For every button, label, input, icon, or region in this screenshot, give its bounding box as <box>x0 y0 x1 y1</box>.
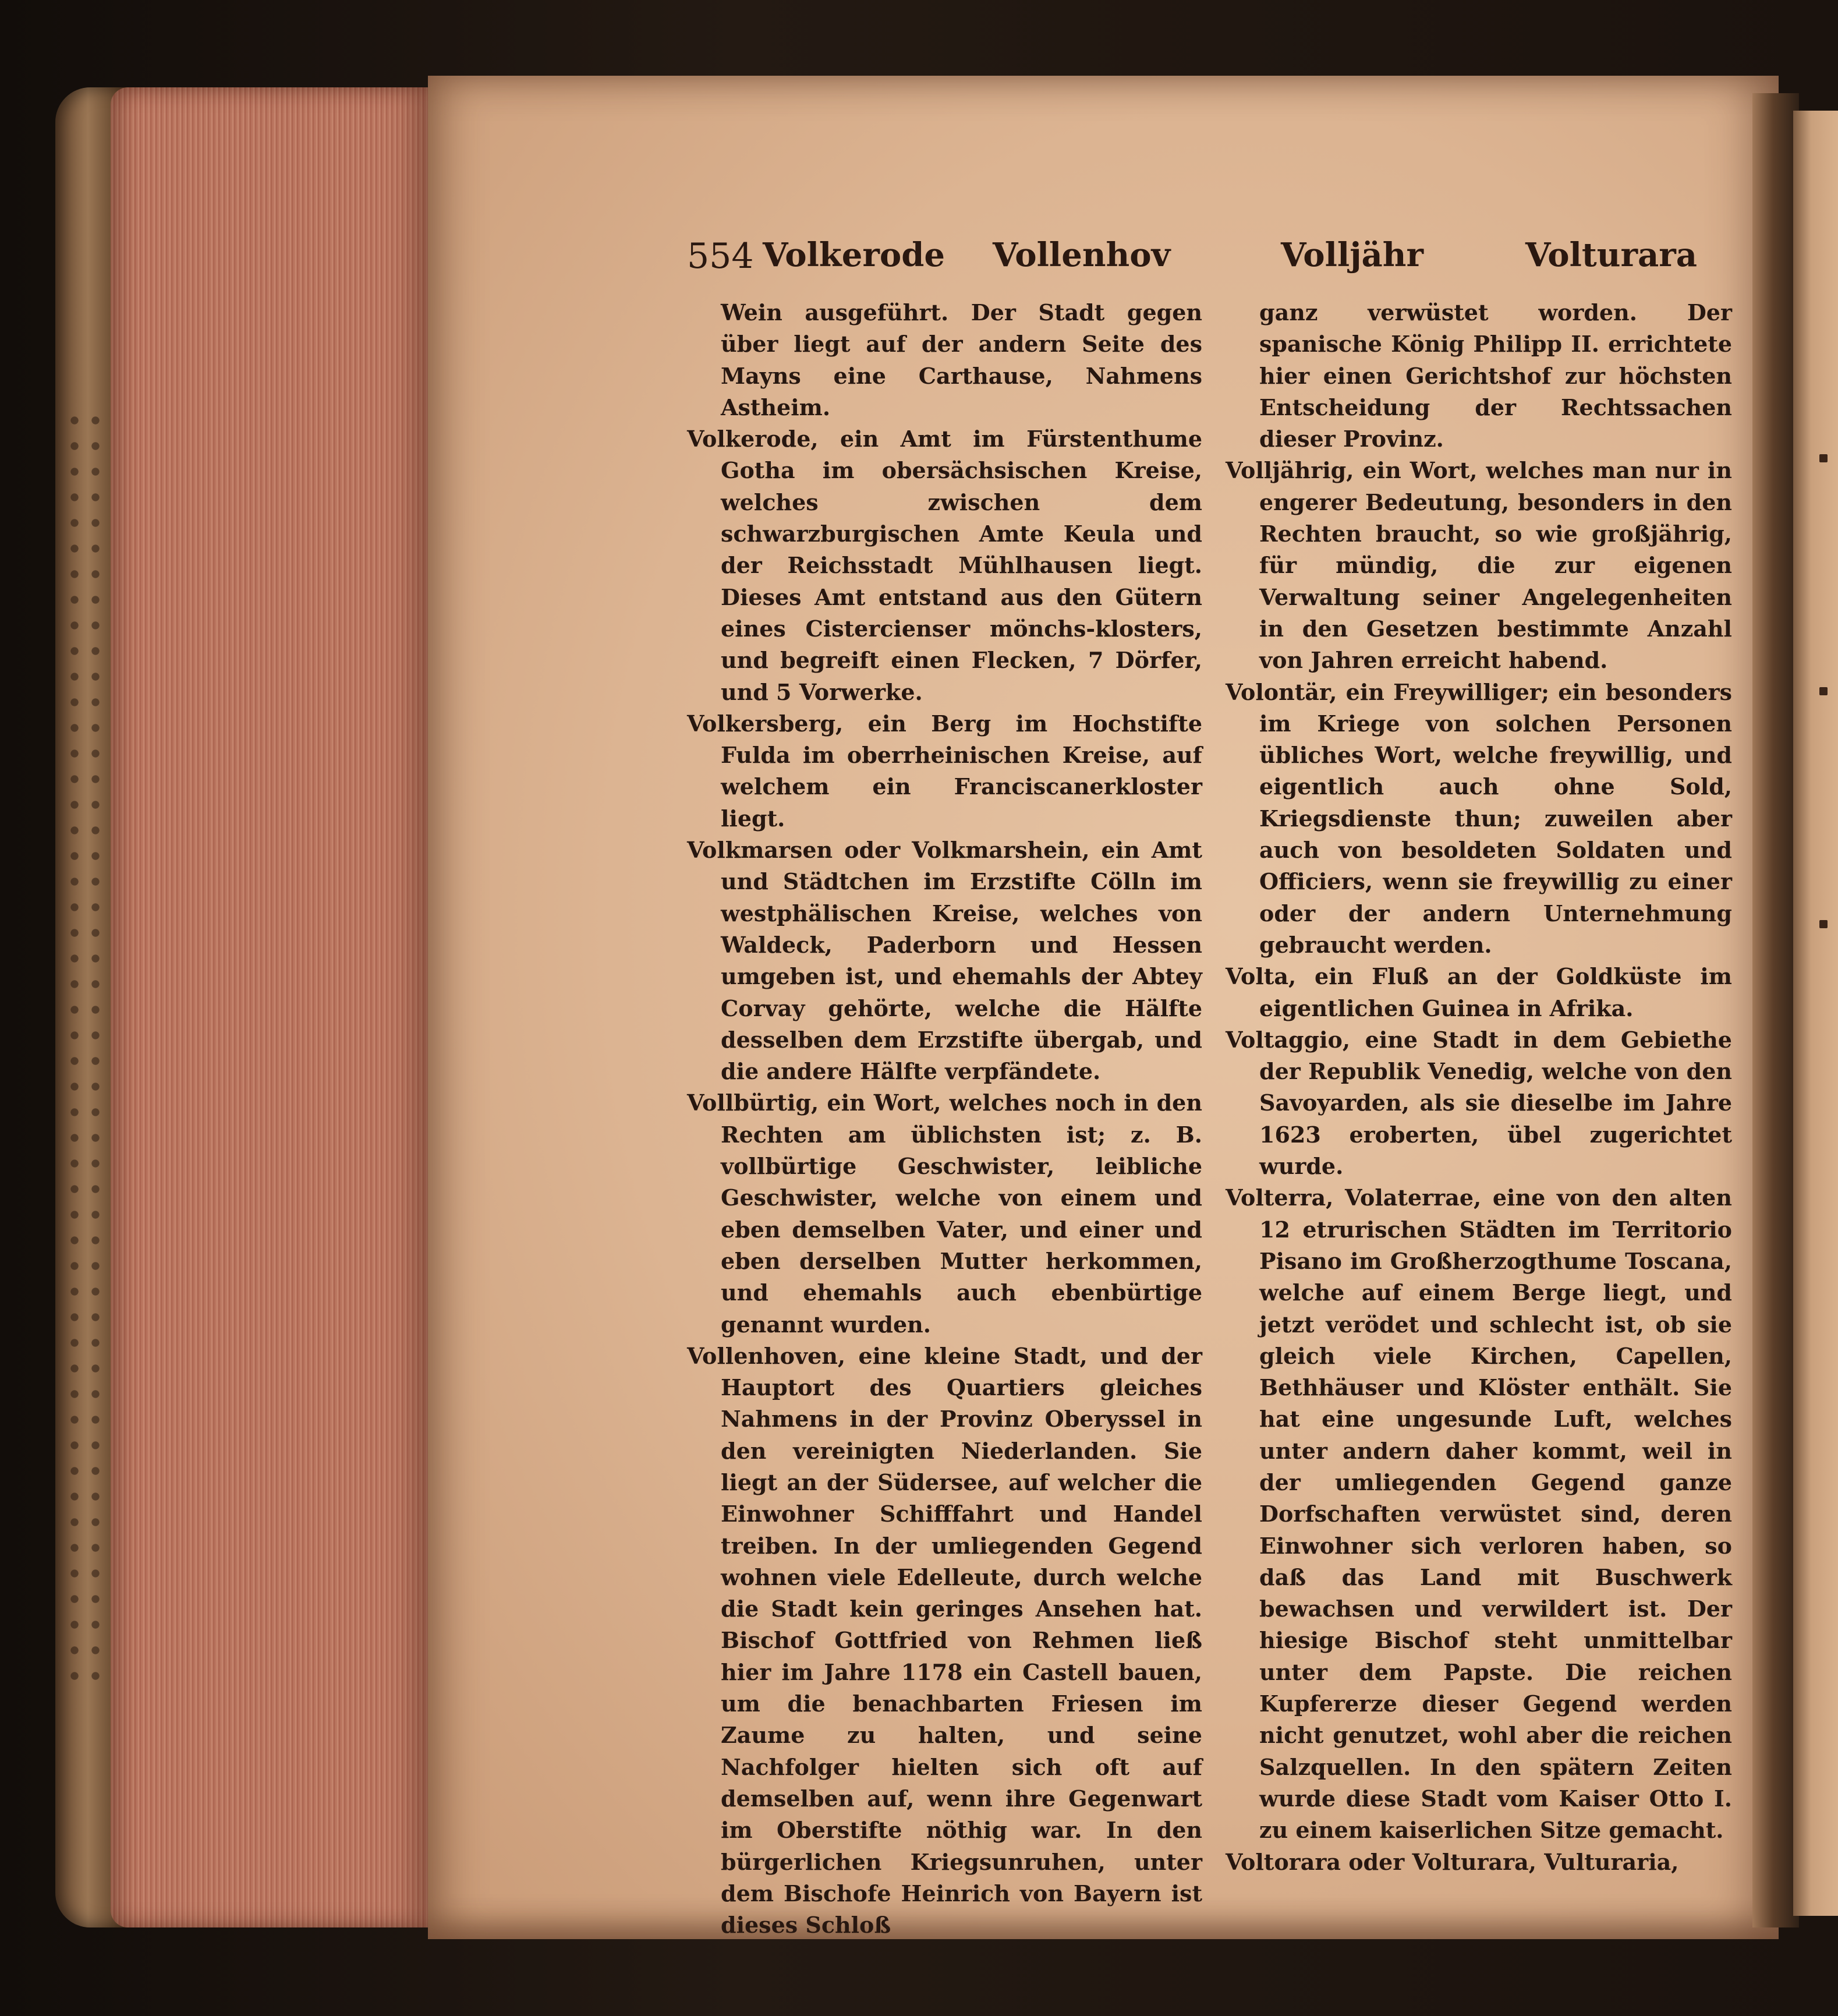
dictionary-entry: Voltaggio, eine Stadt in dem Gebiethe der Republik Venedig, welche von den Savoyarden, als sie dieselbe im Jahre 1623 eroberten, übel zugerichtet wurde. <box>1226 1026 1732 1180</box>
right-column <box>1226 297 1732 1878</box>
entry-headword: Volontär <box>1226 678 1330 705</box>
entry-headword: Volljährig <box>1226 457 1347 484</box>
dictionary-entry: Volkerode, ein Amt im Fürstenthume Gotha im obersächsischen Kreise, welches zwischen dem schwarzburgischen Amte Keula und der Reichsstadt Mühlhausen liegt. Dieses Amt entstand aus den Gütern eines Cistercienser mönchs-klosters, und begreift einen Flecken, 7 Dörfer, und 5 Vorwerke. <box>687 426 1202 705</box>
entry-headword: Volterra, Volaterrae <box>1226 1184 1474 1211</box>
facing-page-ink-mark <box>1819 454 1828 462</box>
dictionary-entry: Volljährig, ein Wort, welches man nur in engerer Bedeutung, besonders in den Rechten braucht, so wie großjährig, für mündig, die zur eigenen Verwaltung seiner Angelegenheiten in den Gesetzen bestimmte Anzahl von Jahren erreicht habend. <box>1226 457 1732 674</box>
book-gutter <box>1752 93 1799 1927</box>
page-block-edge <box>111 87 431 1927</box>
running-header <box>687 236 1698 282</box>
facing-page-ink-mark <box>1819 687 1828 695</box>
dictionary-entry: Wein ausgeführt. Der Stadt gegen über liegt auf der andern Seite des Mayns eine Carthause, Nahmens Astheim. <box>721 299 1202 420</box>
entry-headword: Vollbürtig <box>687 1090 811 1116</box>
dictionary-entry: Voltorara oder Volturara, Vulturaria, <box>1226 1848 1679 1875</box>
entry-headword: Vollenhoven <box>687 1342 838 1369</box>
entry-headword: Voltorara oder Volturara, Vulturaria <box>1226 1848 1671 1875</box>
dictionary-entry: ganz verwüstet worden. Der spanische König Philipp II. errichtete hier einen Gerichtshof zur höchsten Entscheidung der Rechtssachen dieser Provinz. <box>1259 299 1732 452</box>
dictionary-entry: Vollenhoven, eine kleine Stadt, und der Hauptort des Quartiers gleiches Nahmens in der Provinz Oberyssel in den vereinigten Niederlanden. Sie liegt an der Südersee, auf welcher die Einwohner Schifffahrt und Handel treiben. In der umliegenden Gegend wohnen viele Edelleute, durch welche die Stadt kein geringes Ansehen hat. Bischof Gottfried von Rehmen ließ hier im Jahre 1178 ein Castell bauen, um die benachbarten Friesen im Zaume zu halten, und seine Nachfolger hielten sich oft auf demselben auf, wenn ihre Gegenwart im Oberstifte nöthig war. In den bürgerlichen Kriegsunruhen, unter dem Bischofe Heinrich von Bayern ist dieses Schloß <box>687 1342 1202 1939</box>
dictionary-entry: Vollbürtig, ein Wort, welches noch in den Rechten am üblichsten ist; z. B. vollbürtige Geschwister, leibliche Geschwister, welche von einem und eben demselben Vater, und einer und eben derselben Mutter herkommen, und ehemahls auch ebenbürtige genannt wurden. <box>687 1090 1202 1338</box>
page-number: 554 <box>687 236 754 277</box>
dictionary-entry: Volta, ein Fluß an der Goldküste im eigentlichen Guinea in Afrika. <box>1226 963 1732 1021</box>
facing-page-edge <box>1793 111 1838 1916</box>
dictionary-entry: Volontär, ein Freywilliger; ein besonders im Kriege von solchen Personen übliches Wort, welche freywillig, und eigentlich auch ohne Sold, Kriegsdienste thun; zuweilen aber auch von besoldeten Soldaten und Officiers, wenn sie freywillig zu einer oder der andern Unternehmung gebraucht werden. <box>1226 678 1732 958</box>
entry-headword: Voltaggio <box>1226 1026 1343 1053</box>
dictionary-entry: Volkmarsen oder Volkmarshein, ein Amt und Städtchen im Erzstifte Cölln im westphälischen Kreise, welches von Waldeck, Paderborn und Hessen umgeben ist, und ehemahls der Abtey Corvay gehörte, welche die Hälfte desselben dem Erzstifte übergab, und die andere Hälfte verpfändete. <box>687 837 1202 1085</box>
dictionary-entry: Volkersberg, ein Berg im Hochstifte Fulda im oberrheinischen Kreise, auf welchem ein Franciscanerkloster liegt. <box>687 710 1202 832</box>
left-column <box>687 297 1202 1941</box>
running-head-2: Vollenhov <box>993 236 1171 274</box>
marbled-cover-pattern <box>64 408 116 1689</box>
entry-headword: Volkmarsen oder Volkmarshein <box>687 837 1082 864</box>
dictionary-entry: Volterra, Volaterrae, eine von den alten 12 etrurischen Städten im Territorio Pisano im Großherzogthume Toscana, welche auf einem Berge liegt, und jetzt verödet und schlecht ist, ob sie gleich viele Kirchen, Capellen, Bethhäuser und Klöster enthält. Sie hat eine ungesunde Luft, welches unter andern daher kommt, weil in der umliegenden Gegend ganze Dorfschaften verwüstet sind, deren Einwohner sich verloren haben, so daß das Land mit Buschwerk bewachsen und verwildert ist. Der hiesige Bischof steht unmittelbar unter dem Papste. Die reichen Kupfererze dieser Gegend werden nicht genutzet, wohl aber die reichen Salzquellen. In den spätern Zeiten wurde diese Stadt vom Kaiser Otto I. zu einem kaiserlichen Sitze gemacht. <box>1226 1184 1732 1844</box>
running-head-4: Volturara <box>1525 236 1698 274</box>
entry-headword: Volkerode <box>687 426 811 452</box>
entry-headword: Volta <box>1226 963 1288 990</box>
running-head-3: Volljähr <box>1281 236 1423 274</box>
entry-headword: Volkersberg <box>687 710 836 737</box>
facing-page-ink-mark <box>1819 920 1828 928</box>
running-head-1: Volkerode <box>763 236 945 274</box>
